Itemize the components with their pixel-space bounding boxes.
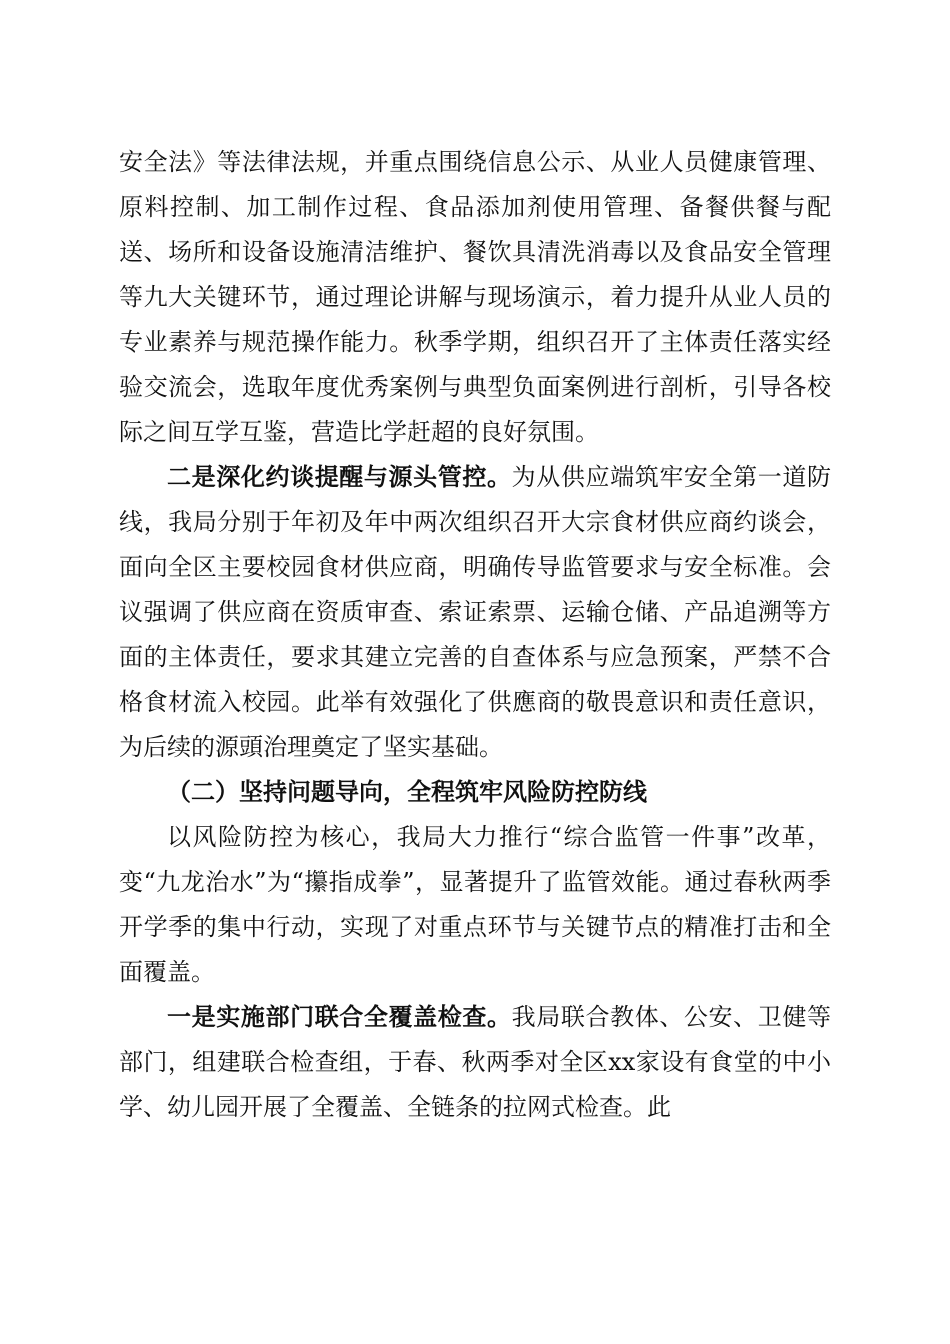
paragraph-risk-control xyxy=(119,815,831,995)
paragraph-text: 以风险防控为核心，我局大力推行“综合监管一件事”改革，变“九龙治水”为“攥指成拳”，显著提升了监管效能。通过春秋两季开学季的集中行动，实现了对重点环节与关键节点的精准打击和全面覆盖。 xyxy=(119,823,831,986)
paragraph-lead: 一是实施部门联合全覆盖检查。 xyxy=(167,1003,512,1031)
document-body xyxy=(119,140,831,1130)
paragraph-joint-inspection xyxy=(119,995,831,1130)
section-heading: （二）坚持问题导向，全程筑牢风险防控防线 xyxy=(167,778,647,806)
paragraph-supplier-talks xyxy=(119,455,831,770)
paragraph-text: 安全法》等法律法规，并重点围绕信息公示、从业人员健康管理、原料控制、加工制作过程、食品添加剂使用管理、备餐供餐与配送、场所和设备设施清洁维护、餐饮具清洗消毒以及食品安全管理等九大关键环节，通过理论讲解与现场演示，着力提升从业人员的专业素养与规范操作能力。秋季学期，组织召开了主体责任落实经验交流会，选取年度优秀案例与典型负面案例进行剖析，引导各校际之间互学互鉴，营造比学赶超的良好氛围。 xyxy=(119,148,831,446)
paragraph-text: 为从供应端筑牢安全第一道防线，我局分别于年初及年中两次组织召开大宗食材供应商约谈会，面向全区主要校园食材供应商，明确传导监管要求与安全标准。会议强调了供应商在资质审查、索证索票、运输仓储、产品追溯等方面的主体责任，要求其建立完善的自查体系与应急预案，严禁不合格食材流入校园。此举有效强化了供應商的敬畏意识和责任意识，为后续的源頭治理奠定了坚实基础。 xyxy=(119,463,832,761)
paragraph-lead: 二是深化约谈提醒与源头管控。 xyxy=(167,463,512,491)
paragraph-text: 我局联合教体、公安、卫健等部门，组建联合检查组，于春、秋两季对全区xx家设有食堂的中小学、幼儿园开展了全覆盖、全链条的拉网式检查。此 xyxy=(119,1003,832,1121)
paragraph-continued xyxy=(119,140,831,455)
